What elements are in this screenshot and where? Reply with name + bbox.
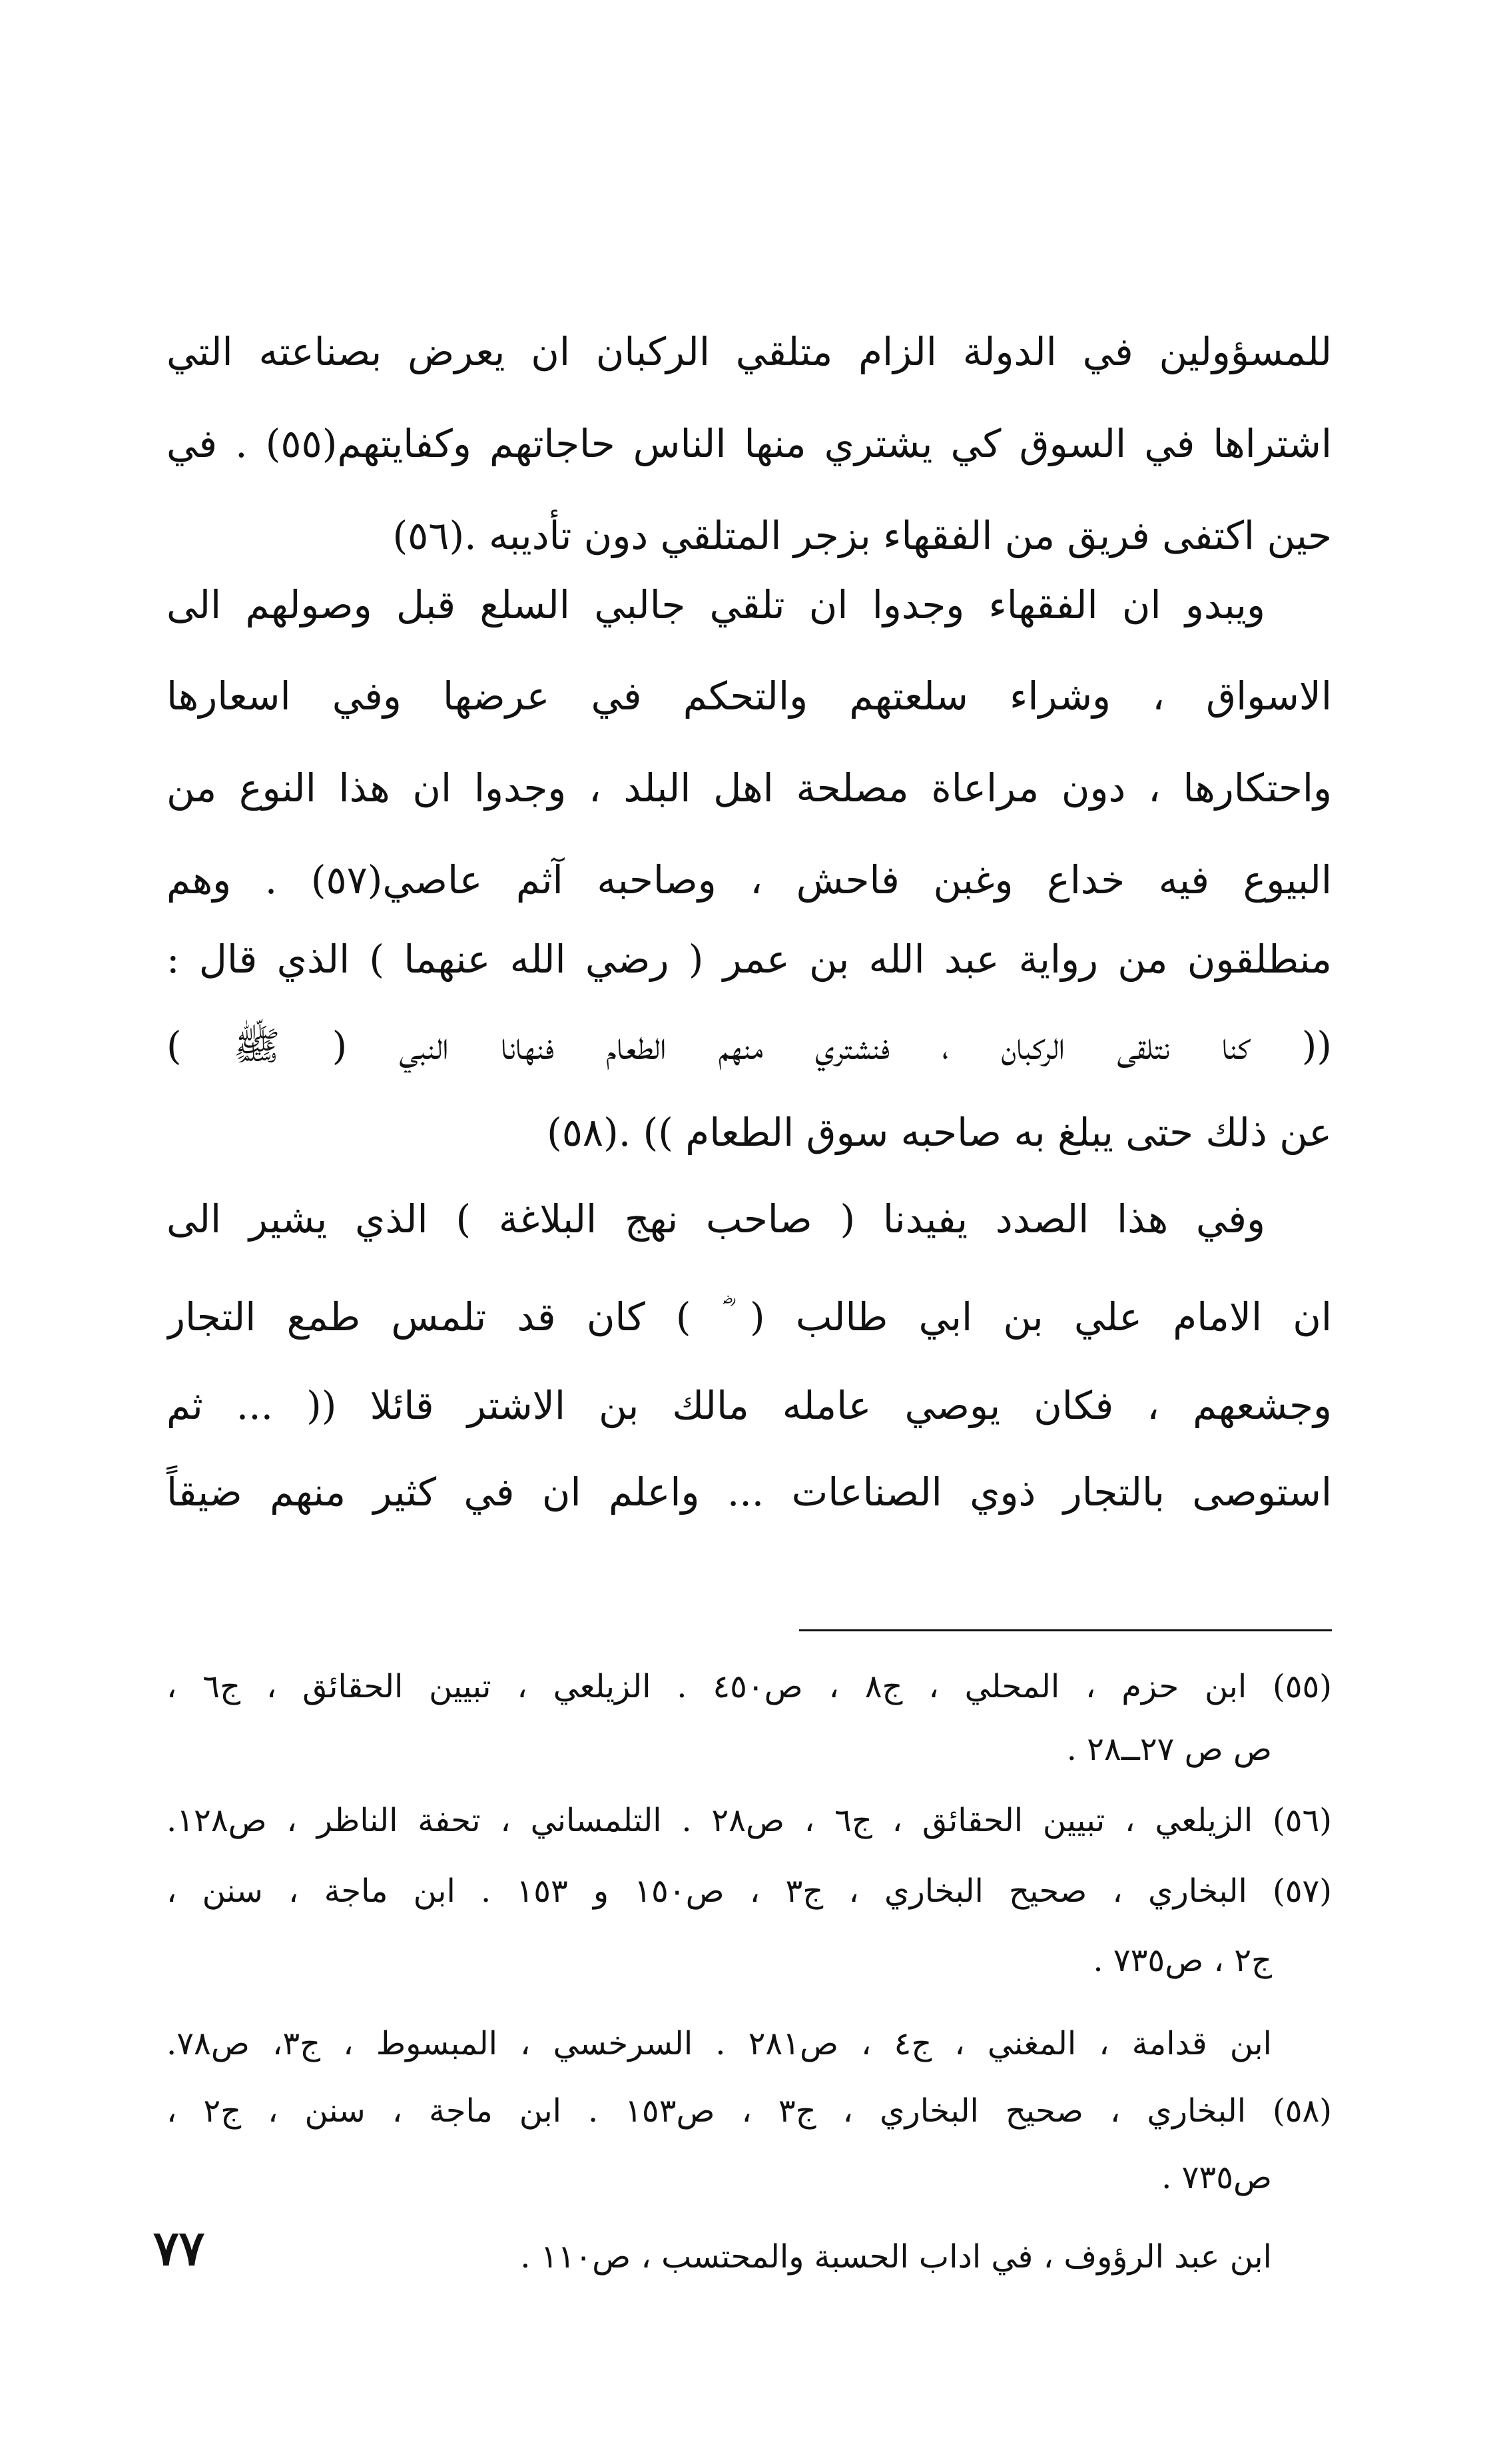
footnote-line: (٥٨) البخاري ، صحيح البخاري ، ج٣ ، ص١٥٣ . ابن ماجة ، سنن ، ج٢ ، — [166, 2092, 1332, 2130]
body-line: الاسواق ، وشراء سلعتهم والتحكم في عرضها وفي اسعارها — [166, 673, 1332, 719]
footnote-line: (٥٦) الزيلعي ، تبيين الحقائق ، ج٦ ، ص٢٨ . التلمساني ، تحفة الناظر ، ص١٢٨. — [166, 1802, 1332, 1839]
body-line: وفي هذا الصدد يفيدنا ( صاحب نهج البلاغة ) الذي يشير الى — [166, 1196, 1265, 1242]
body-line: البيوع فيه خداع وغبن فاحش ، وصاحبه آثم عاصي(٥٧) . وهم — [166, 857, 1332, 903]
body-line: اشتراها في السوق كي يشتري منها الناس حاجاتهم وكفايتهم(٥٥) . في — [166, 421, 1332, 466]
footnote-line: ابن عبد الرؤوف ، في اداب الحسبة والمحتسب ، ص١١٠ . — [520, 2238, 1272, 2275]
page-number: ٧٧ — [153, 2220, 205, 2276]
body-line: حين اكتفى فريق من الفقهاء بزجر المتلقي دون تأديبه .(٥٦) — [392, 513, 1332, 558]
body-line: للمسؤولين في الدولة الزام متلقي الركبان ان يعرض بصناعته التي — [166, 329, 1332, 374]
footnote-line: (٥٧) البخاري ، صحيح البخاري ، ج٣ ، ص١٥٠ و ١٥٣ . ابن ماجة ، سنن ، — [166, 1872, 1332, 1910]
body-line: ويبدو ان الفقهاء وجدوا ان تلقي جالبي السلع قبل وصولهم الى — [166, 582, 1265, 627]
body-line: ان الامام علي بن ابي طالب ( ؓ ) كان قد تلمس طمع التجار — [166, 1294, 1332, 1340]
footnote-line: ص ص ٢٧ــ٢٨ . — [1066, 1731, 1272, 1768]
body-line: منطلقون من رواية عبد الله بن عمر ( رضي الله عنهما ) الذي قال : — [166, 937, 1332, 982]
footnote-line: ص٧٣٥ . — [1161, 2159, 1272, 2196]
footnote-line: (٥٥) ابن حزم ، المحلي ، ج٨ ، ص٤٥٠ . الزيلعي ، تبيين الحقائق ، ج٦ ، — [166, 1668, 1332, 1705]
body-line: عن ذلك حتى يبلغ به صاحبه سوق الطعام )) .(٥٨) — [547, 1110, 1332, 1155]
footnote-line: ابن قدامة ، المغني ، ج٤ ، ص٢٨١ . السرخسي ، المبسوط ، ج٣، ص٧٨. — [166, 2025, 1272, 2062]
body-line: واحتكارها ، دون مراعاة مصلحة اهل البلد ، وجدوا ان هذا النوع من — [166, 765, 1332, 811]
body-line: استوصى بالتجار ذوي الصناعات ... واعلم ان في كثير منهم ضيقاً — [166, 1469, 1332, 1515]
footnote-line: ج٢ ، ص٧٣٥ . — [1093, 1942, 1272, 1979]
footnote-separator — [799, 1629, 1332, 1631]
body-line: وجشعهم ، فكان يوصي عامله مالك بن الاشتر قائلا (( ... ثم — [166, 1383, 1332, 1428]
body-line: (( كنا نتلقى الركبان ، فنشتري منهم الطعام فنهانا النبي ( ﷺ ) — [166, 1023, 1332, 1068]
